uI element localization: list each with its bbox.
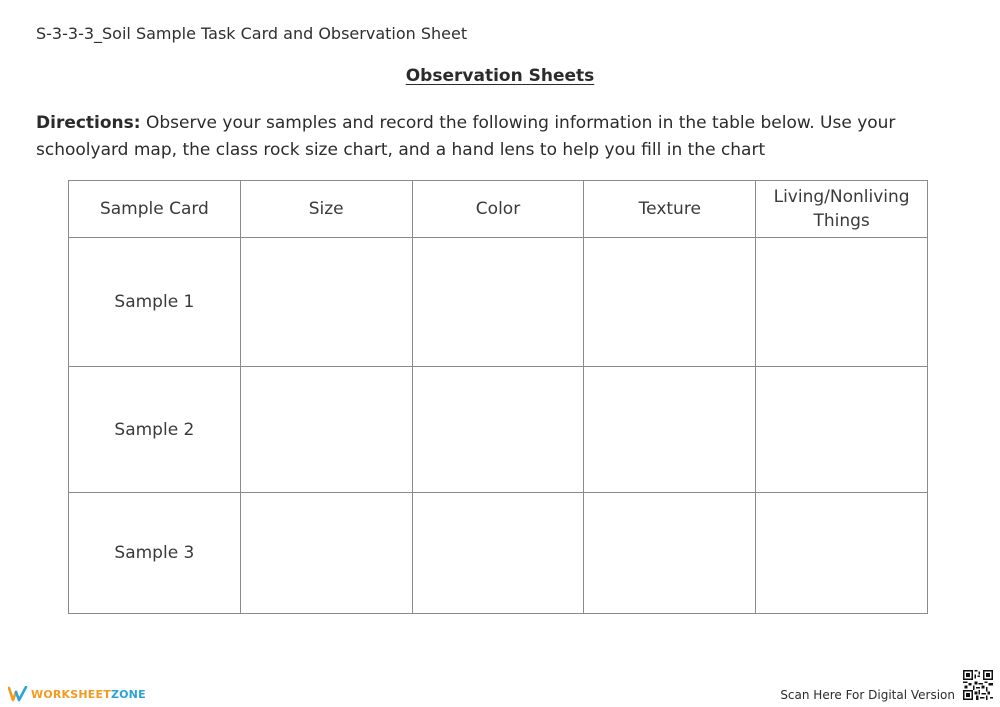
column-header-sample-card: Sample Card	[69, 181, 241, 238]
sample-1-color-cell[interactable]	[412, 238, 584, 367]
sample-2-size-cell[interactable]	[240, 367, 412, 493]
directions-text: Observe your samples and record the following information in the table below. Use your schoolyard map, the class rock size chart, and a hand lens to help you fill in the chart	[36, 113, 896, 160]
observation-table	[68, 180, 928, 614]
directions-label: Directions:	[36, 113, 141, 133]
row-label-sample-3: Sample 3	[69, 493, 241, 614]
table-header-row	[69, 181, 928, 238]
sample-3-texture-cell[interactable]	[584, 493, 756, 614]
scan-instruction: Scan Here For Digital Version	[780, 688, 955, 702]
brand-name: WORKSHEETZONE	[31, 687, 146, 701]
page-title: Observation Sheets	[405, 66, 595, 86]
sample-1-texture-cell[interactable]	[584, 238, 756, 367]
sample-2-texture-cell[interactable]	[584, 367, 756, 493]
table-row	[69, 493, 928, 614]
sample-3-size-cell[interactable]	[240, 493, 412, 614]
sample-2-color-cell[interactable]	[412, 367, 584, 493]
column-header-color: Color	[412, 181, 584, 238]
sample-2-living-cell[interactable]	[756, 367, 928, 493]
column-header-living-nonliving: Living/Nonliving Things	[756, 181, 928, 238]
qr-code-icon[interactable]	[963, 670, 993, 700]
sample-3-living-cell[interactable]	[756, 493, 928, 614]
row-label-sample-2: Sample 2	[69, 367, 241, 493]
worksheetzone-w-logo-icon	[8, 686, 28, 702]
column-header-size: Size	[240, 181, 412, 238]
table-row	[69, 367, 928, 493]
column-header-texture: Texture	[584, 181, 756, 238]
row-label-sample-1: Sample 1	[69, 238, 241, 367]
table-row	[69, 238, 928, 367]
directions-paragraph	[36, 110, 956, 164]
sample-1-living-cell[interactable]	[756, 238, 928, 367]
sample-3-color-cell[interactable]	[412, 493, 584, 614]
document-code-heading: S-3-3-3_Soil Sample Task Card and Observation Sheet	[36, 24, 468, 43]
sample-1-size-cell[interactable]	[240, 238, 412, 367]
worksheetzone-logo[interactable]	[8, 686, 146, 702]
